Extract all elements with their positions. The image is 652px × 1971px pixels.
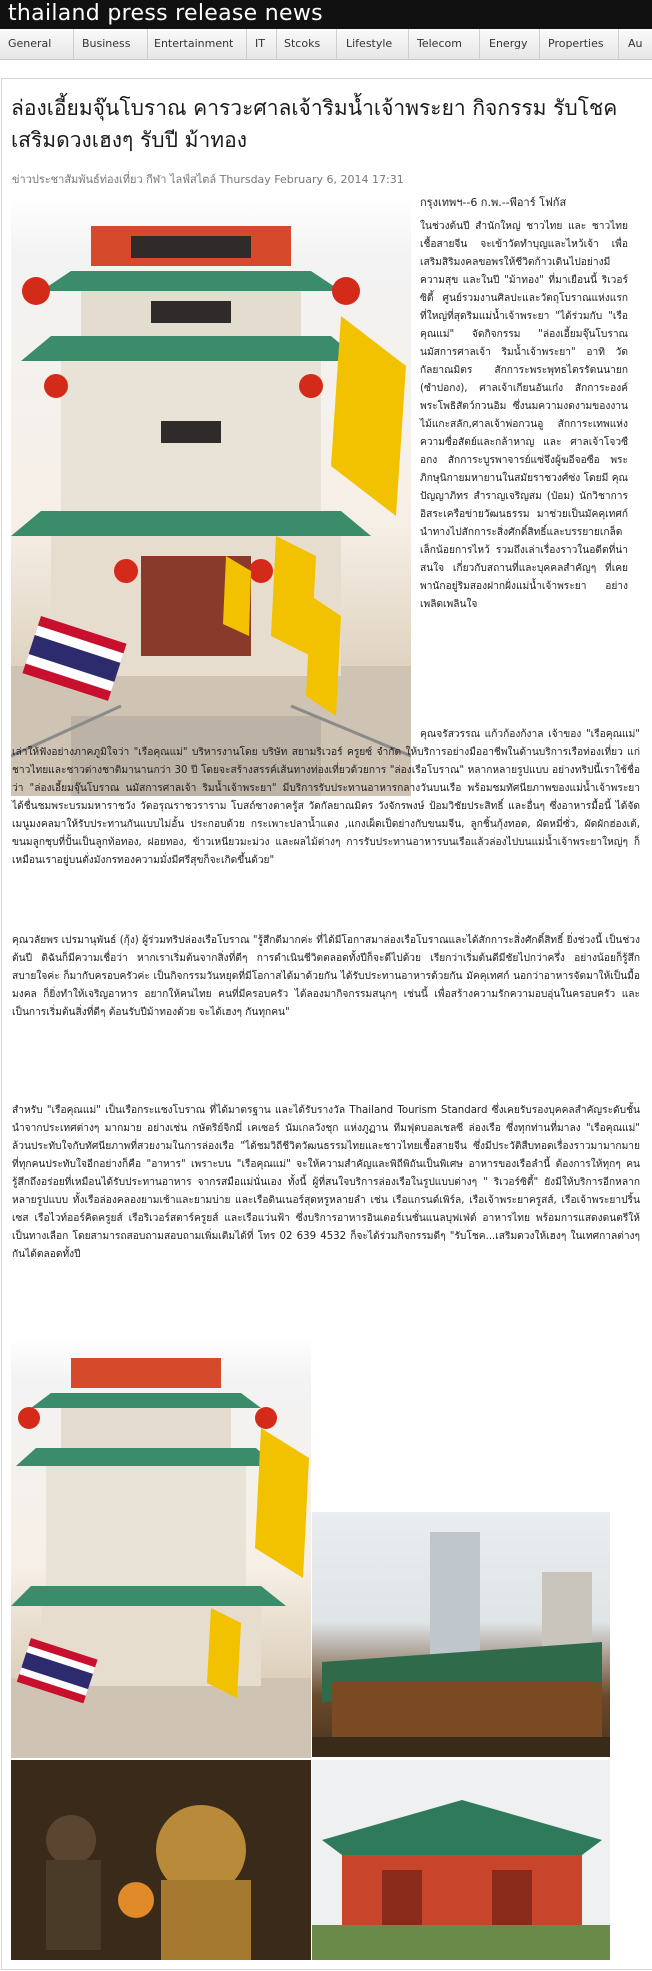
nav-item-general[interactable]: General: [0, 29, 74, 59]
nav-item-properties[interactable]: Properties: [540, 29, 619, 59]
nav-item-business[interactable]: Business: [74, 29, 148, 59]
nav-item-energy[interactable]: Energy: [481, 29, 540, 59]
temple-roof-illustration: [312, 1760, 610, 1960]
nav-item-entertainment[interactable]: Entertainment: [146, 29, 247, 59]
nav-item-stocks[interactable]: Stcoks: [276, 29, 337, 59]
temple-photo-main: [11, 196, 411, 796]
nav-item-it[interactable]: IT: [247, 29, 277, 59]
nav-item-lifestyle[interactable]: Lifestyle: [338, 29, 409, 59]
shrine-illustration: [11, 1760, 311, 1960]
article-paragraph-1: ในช่วงต้นปี สำนักใหญ่ ชาวไทย และ ชาวไทยเชื้อสายจีน จะเข้าวัดทำบุญและไหว้เจ้า เพื่อเสริมสิริมงคลขอพรให้ชีวิตก้าวเดินไปอย่างมีความสุข และในปี "ม้าทอง" ที่มาเยือนนี้ ริเวอร์ซิตี้ ศูนย์รวมงานศิลปะและวัตถุโบราณแห่งแรกที่ใหญ่ที่สุดริมแม่น้ำเจ้าพระยา "ได้ร่วมกับ "เรือคุณแม่" จัดกิจกรรม "ล่องเอี้ยมจุ๊นโบราณ นมัสการศาลเจ้า ริมน้ำเจ้าพระยา" อาทิ วัดกัลยาณมิตร สักการะพระพุทธไตรรัตนนายก (ซำปอกง), ศาลเจ้าเกียนอันเก๋ง สักการะองค์พระโพธิสัตว์กวนอิม ซึ่งนมความงดงามของงานไม้แกะสลัก,ศาลเจ้าพ่อกวนอู สักการะเทพแห่งความซื่อสัตย์และกล้าหาญ และ ศาลเจ้าโจวซือกง สักการะบูรพาจารย์แซ่จึงผู้ฆอีจอซือ พระภิกษุนิกายมหายานในสมัยราชวงศ์ซ่ง โดยมี คุณปัญญาภิทร สำราญเจริญสม (ป๋อม) นักวิชาการอิสระเครือข่ายวัฒนธรรม มาช่วยเป็นมัคคุเทศก์นำทางไปสักการะสิ่งศักดิ์สิทธิ์และบรรยายเกล็ดเล็กน้อยการไหว้ รวมถึงเล่าเรื่องราวในอดีตที่น่าสนใจ เกี่ยวกับสถานที่และบุคคลสำคัญๆ ที่เคยพานักอยู่ริมสองฝากฝั่งแม่น้ำเจ้าพระยา อย่างเพลิดเพลินใจ: [420, 221, 628, 610]
riverboat-illustration: [312, 1512, 610, 1757]
article-paragraph-4: สำหรับ "เรือคุณแม่" เป็นเรือกระแชงโบราณ ที่ได้มาตรฐาน และได้รับรางวัล Thailand Tourism Standard ซึ่งเคยรับรองบุคคลสำคัญระดับชั้นนำจากประเทศต่างๆ มากมาย อย่างเช่น กษัตริย์จิกมี่ เคเซอร์ นัมเกลวังชุก แห่งภูฏาน ทีมฟุตบอลเชลซี ล่องเรือ ซึ่งทุกท่านที่มาลง "เรือคุณแม่" ล้วนประทับใจกับทัศนียภาพที่สวยงามในการล่องเรือ "ได้ชมวิถีชีวิตวัฒนธรรมไทยและชาวไทยเชื้อสายจีน ซึ่งมีประวัติสืบทอดเรื่องราวมามากมาย ที่ทุกคนประทับใจอีกอย่างก็คือ "อาหาร" เพราะบน "เรือคุณแม่" จะให้ความสำคัญและพิถีพิถันเป็นพิเศษ อาหารของเรือลำนี้ ต้องการให้ทุกๆ คนรู้สึกถึงอร่อยที่เหมือนได้รับประทานอาหาร จากรสมือแม่นั่นเอง ทั้งนี้ ผู้ที่สนใจบริการล่องเรือในรูปแบบต่างๆ " ริเวอร์ซิตี้" ยังมีให้บริการอีกหลากหลายรูปแบบ ทั้งเรือล่องคลองยามเช้าและยามบ่าย และเรือดินเนอร์สุดหรูหลายลำ เช่น เรือแกรนด์เพิร์ล, เรือเจ้าพระยาครูสส์, เรือเจ้าพระยาปริ้นเซส เรือไวท์ออร์คิดครูยส์ เรือริเวอร์สตาร์ครูยส์ และเรือแว่นฟ้า ซึ่งบริการอาหารอินเตอร์เนชั่นแนลบุฟเฟ่ต์ อาหารไทย พร้อมการแสดงดนตรีให้เป็นทางเลือก โดยสามารถสอบถามสอบถามเพิ่มเติมได้ที่ โทร 02 639 4532 ก็จะได้ร่วมกิจกรรมดีๆ "รับโชค...เสริมดวงให้เฮงๆ ในเทศกาลต่างๆ กันได้ตลอดทั้งปี: [12, 1105, 640, 1260]
temple-photo-lower: [11, 1338, 311, 1758]
article-paragraph-3: คุณวลัยพร เปรมานุพันธ์ (กุ้ง) ผู้ร่วมทริปล่องเรือโบราณ "รู้สึกดีมากค่ะ ที่ได้มีโอกาสมาล่องเรือโบราณและได้สักการะสิ่งศักดิ์สิทธิ์ ยิ่งช่วงนี้ เป็นช่วงต้นปี ดิฉันก็มีความเชื่อว่า หากเราเริ่มต้นจากสิ่งที่ดีๆ การดำเนินชีวิตตลอดทั้งปีก็จะดีไปด้วย เรียกว่าเริ่มต้นดีมีชัยไปกว่าครึ่ง อย่างน้อยก็รู้สึกสบายใจค่ะ ก็มากับครอบครัวค่ะ เป็นกิจกรรมวันหยุดที่มีโอกาสได้มาด้วยกัน ได้รับประทานอาหารด้วยกัน มัคคุเทศก์ นอกว่าอาหารจัดมาให้เป็นมื้อมงคล ก็ยิ่งทำให้เจริญอาหาร อยากให้คนไทย คนที่มีครอบครัว ได้ลองมากิจกรรมสนุกๆ เช่นนี้ เพื่อสร้างความรักความอบอุ่นในครอบครัว และเป็นการเริ่มต้นสิ่งที่ดีๆ ต้อนรับปีม้าทองด้วย จะได้เฮงๆ กันทุกคน": [12, 935, 640, 1018]
temple-illustration: [11, 196, 411, 796]
nav-item-more[interactable]: Au: [628, 37, 643, 50]
article-byline: ข่าวประชาสัมพันธ์ท่องเที่ยว กีฬา ไลฟ์สไตล์ Thursday February 6, 2014 17:31: [12, 173, 404, 186]
site-title[interactable]: thailand press release news: [8, 1, 323, 26]
shrine-statues-photo: [11, 1760, 311, 1960]
site-header: [0, 0, 652, 29]
category-nav: [0, 29, 652, 60]
article-headline: ล่องเอี้ยมจุ๊นโบราณ คารวะศาลเจ้าริมน้ำเจ้าพระยา กิจกรรม รับโชคเสริมดวงเฮงๆ รับปี ม้าทอง: [11, 96, 618, 152]
temple-roof-photo: [312, 1760, 610, 1960]
article-dateline: กรุงเทพฯ--6 ก.พ.--พีอาร์ โฟกัส: [420, 196, 567, 209]
article-paragraph-2: คุณจรัสวรรณ แก้วก้องก้งาล เจ้าของ "เรือคุณแม่" เล่าให้ฟังอย่างภาคภูมิใจว่า "เรือคุณแม่" บริหารงานโดย บริษัท สยามริเวอร์ ครูยซ์ จำกัด ให้บริการอย่างมืออาชีพในด้านบริการเรือท่องเที่ยว แก่ชาวไทยและชาวต่างชาติมานานกว่า 30 ปี โดยจะสร้างสรรค์เส้นทางท่องเที่ยวด้วยการ "ล่องเรือโบราณ" หลากหลายรูปแบบ อย่างทริปนี้เราใช้ชื่อว่า "ล่องเอี้ยมจุ๊นโบราณ นมัสการศาลเจ้า ริมน้ำเจ้าพระยา" มีบริการรับประทานอาหารกลางวันบนเรือ พร้อมชมทัศนียภาพของแม่น้ำเจ้าพระยา ได้ชื่นชมพระบรมมหาราชวัง วัดอรุณราชวราราม โบสถ์ซางตาครู้ส วัดกัลยาณมิตร วังจักรพงษ์ ป้อมวิชัยประสิทธิ์ และอื่นๆ ซึ่งอาหารมื้อนี้ ได้จัดเมนูมงคลมาให้รับประทานกันแบบไม่อั้น ประกอบด้วย กระเพาะปลาน้ำแดง ,แกงเผ็ดเป็ดย่างกับขนมจีน, ลูกชิ้นกุ้งทอด, ผัดหมี่ซั่ว, ผัดผักฮ่องเต้, ขนมลูกชุบที่ปั้นเป็นลูกท้อทอง, ฝอยทอง, ข้าวเหนียวมะม่วง และผลไม้ต่างๆ การรับประทานอาหารบนเรือแล้วล่องไปบนแม่น้ำเจ้าพระยาใหญ่ๆ ก็เหมือนเราอยู่บนตั่งมังกรทองความมั่งมีศรีสุขก็จะเกิดขึ้นด้วย": [12, 729, 640, 866]
riverboat-photo: [312, 1512, 610, 1757]
temple-illustration-lower: [11, 1338, 311, 1758]
nav-item-telecom[interactable]: Telecom: [409, 29, 480, 59]
